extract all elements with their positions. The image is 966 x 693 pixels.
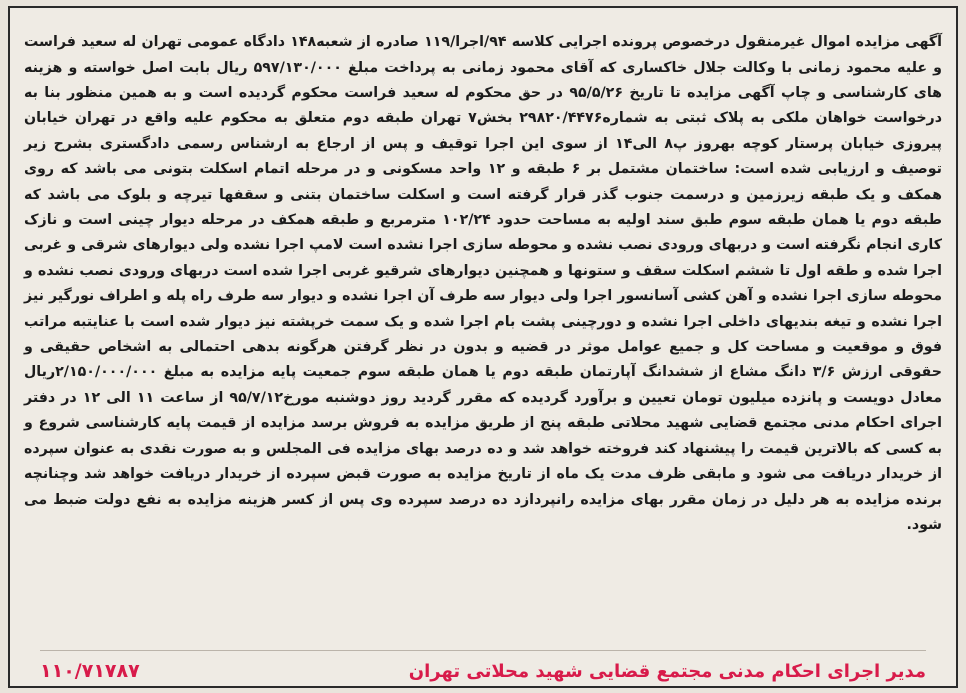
notice-body-text: آگهی مزایده اموال غیرمنقول درخصوص پرونده اجرایی کلاسه ۹۴/اجرا/۱۱۹ صادره از شعبه۱۴۸ دادگاه عمومی تهران له سعید فراست و علیه محمود زمانی با وکالت جلال خاکساری که آقای محمود زمانی به پرداخت مبلغ ۵۹۷/۱۳۰/۰۰۰ ریال بابت اصل خواسته و هزینه های کارشناسی و چاپ آگهی مزایده تا تاریخ ۹۵/۵/۲۶ در حق محکوم له سعید فراست محکوم گردیده است و به همین منظور بنا به درخواست خواهان ملکی به پلاک ثبتی به شماره۲۹۸۲۰/۴۴۷۶ بخش۷ تهران طبقه دوم متعلق به محکوم علیه واقع در تهران خیابان پیروزی خیابان پرستار کوچه بهروز پ۸ الی۱۴ از سوی این اجرا توقیف و پس از ارجاع به ارشناس رسمی دادگستری بشرح زیر توصیف و ارزیابی شده است: ساختمان مشتمل بر ۶ طبقه و ۱۲ واحد مسکونی و در مرحله اتمام اسکلت بتونی می باشد که روی همکف و یک طبقه زیرزمین و درسمت جنوب گذر قرار گرفته است و اسکلت ساختمان بتنی و سقفها تیرچه و بلوک می باشد که طبقه دوم یا همان طبقه سوم طبق سند اولیه به مساحت حدود ۱۰۲/۲۴ مترمربع و طبقه همکف در مرحله دیوار چینی است و نازک کاری انجام نگرفته است و دربهای ورودی نصب نشده و محوطه سازی اجرا نشده است لامپ اجرا نشده ولی دیوارهای شرقی و غربی اجرا شده و طقه اول تا ششم اسکلت سقف و ستونها و همچنین دیوارهای شرقیو غربی اجرا شده است دربهای ورودی نصب نشده و محوطه سازی اجرا نشده و آهن کشی آسانسور اجرا ولی دیوار سه طرف آن اجرا نشده و دیوار سه طرف راه پله و اطراف نورگیر نیز اجرا نشده و تیغه بندیهای داخلی اجرا نشده و دورچینی پشت بام اجرا شده و یک سمت خرپشته نیز دیوار شده است با عنایتبه مراتب فوق و موقعیت و مساحت کل و جمیع عوامل موثر در قضیه و بدون در نظر گرفتن هرگونه بدهی احتمالی به اشخاص حقیقی و حقوقی ارزش ۳/۶ دانگ مشاع از ششدانگ آپارتمان طبقه دوم یا همان طبقه سوم جمعیت پایه مزایده به مبلغ ۲/۱۵۰/۰۰۰/۰۰۰ریال معادل دویست و پانزده میلیون تومان تعیین و برآورد گردیده که مقرر گردید روز دوشنبه مورخ۹۵/۷/۱۲ از ساعت ۱۱ الی ۱۲ در دفتر اجرای احکام مدنی مجتمع قضایی شهید محلاتی طبقه پنج از طریق مزایده به فروش برسد مزایده از قیمت پایه کارشناسی شروع و به کسی که بالاترین قیمت را پیشنهاد کند فروخته خواهد شد و ده درصد بهای مزایده فی المجلس و به صورت نقدی به عنوان سپرده از خریدار دریافت می شود و مابقی ظرف مدت یک ماه از تاریخ مزایده به صورت قبض سپرده از خریدار دریافت خواهد شد وچنانچه برنده مزایده به هر دلیل در زمان مقرر بهای مزایده رانپردازد ده درصد سپرده وی پس از کسر هزینه مزایده به نفع دولت ضبط می شود. bbox=[24, 34, 942, 533]
notice-frame bbox=[8, 6, 958, 688]
signature-line: مدیر اجرای احکام مدنی مجتمع قضایی شهید محلاتی تهران bbox=[408, 660, 926, 682]
footer-divider bbox=[40, 650, 926, 651]
notice-footer bbox=[40, 656, 926, 686]
reference-number: ۱۱۰/۷۱۷۸۷ bbox=[40, 660, 140, 682]
